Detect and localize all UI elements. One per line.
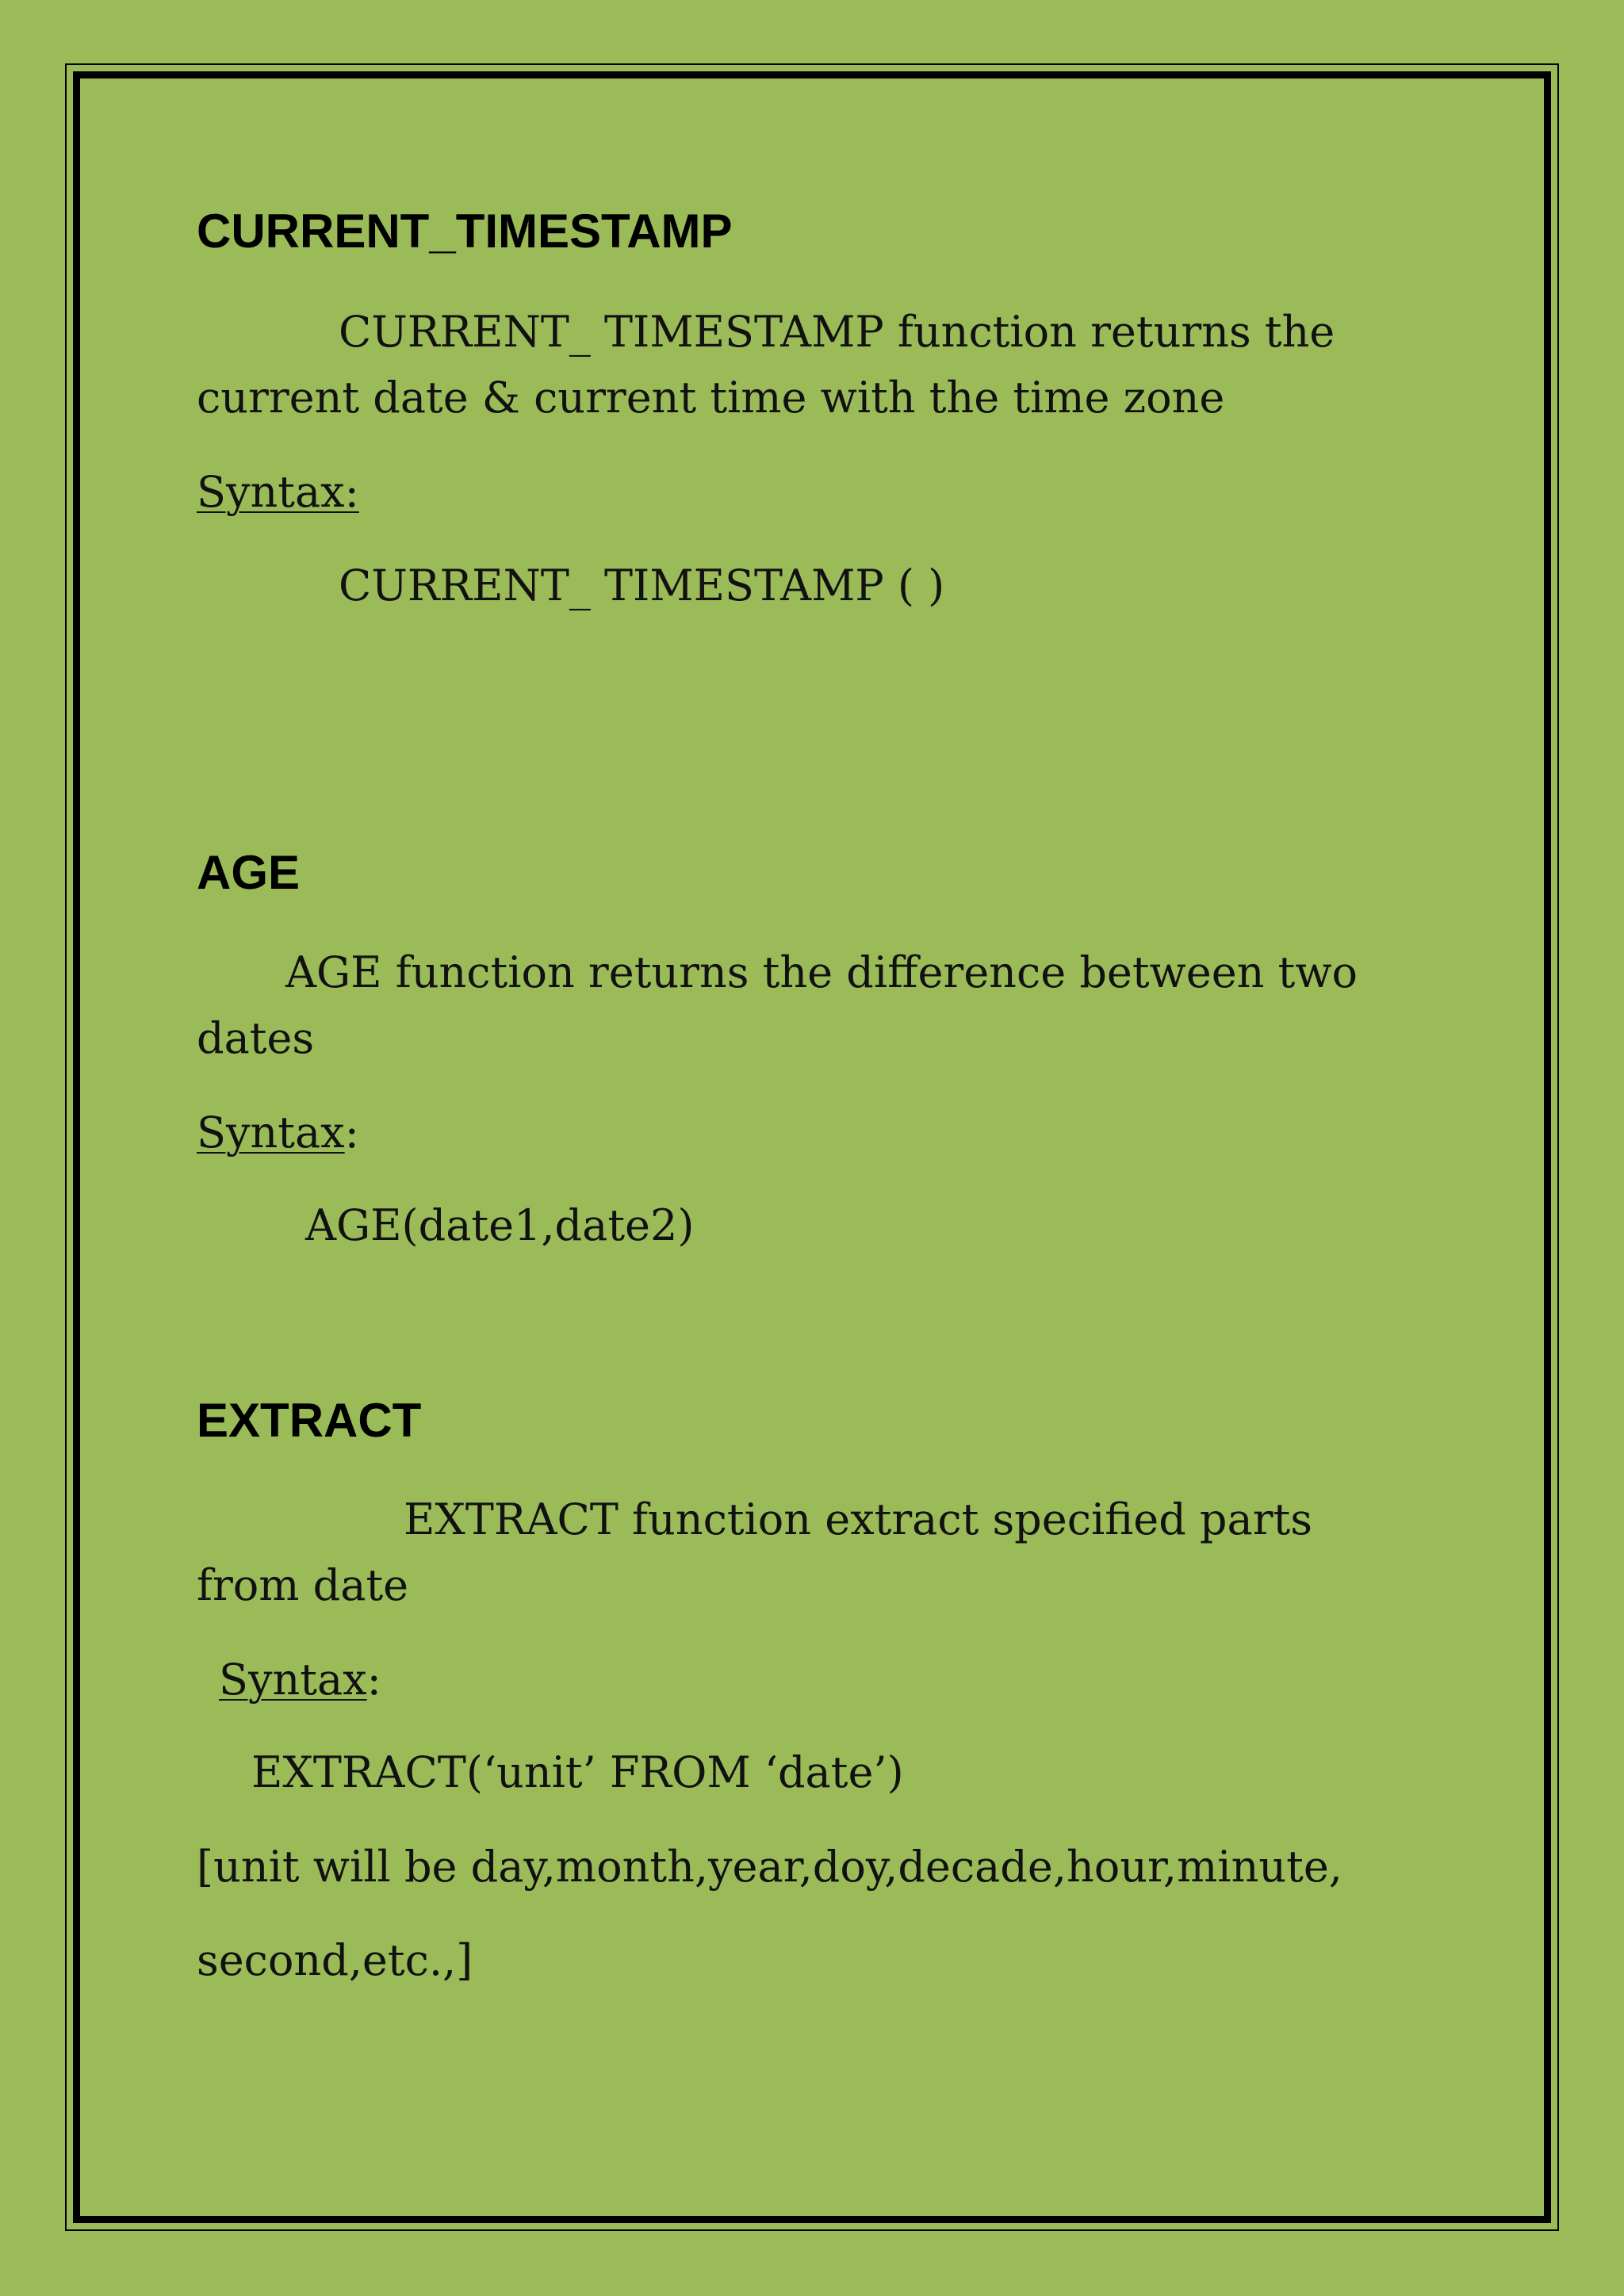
- extract-syntax-colon: :: [366, 1655, 381, 1705]
- current-timestamp-syntax-code: CURRENT_ TIMESTAMP ( ): [339, 561, 945, 610]
- extract-syntax: [219, 1655, 381, 1705]
- extract-note-line1: [unit will be day,month,year,doy,decade,hour,minute,: [197, 1842, 1342, 1892]
- age-syntax: [197, 1108, 359, 1158]
- current-timestamp-description-line1: CURRENT_ TIMESTAMP function returns the: [339, 307, 1335, 357]
- age-description-line1: AGE function returns the difference between two: [285, 947, 1358, 997]
- age-syntax-colon: :: [344, 1108, 359, 1158]
- current-timestamp-description-line2: current date & current time with the time zone: [197, 373, 1225, 423]
- age-syntax-code: AGE(date1,date2): [305, 1200, 695, 1250]
- heading-current-timestamp: CURRENT_TIMESTAMP: [197, 205, 733, 258]
- extract-description-line2: from date: [197, 1560, 409, 1610]
- extract-syntax-label: Syntax: [219, 1655, 367, 1705]
- extract-note-line2: second,etc.,]: [197, 1935, 473, 1985]
- extract-description-line1: EXTRACT function extract specified parts: [404, 1494, 1312, 1544]
- age-syntax-label: Syntax: [197, 1108, 345, 1158]
- current-timestamp-syntax-label: Syntax:: [197, 467, 359, 517]
- heading-extract: EXTRACT: [197, 1394, 422, 1447]
- heading-age: AGE: [197, 846, 301, 899]
- age-description-line2: dates: [197, 1013, 315, 1063]
- extract-syntax-code: EXTRACT(‘unit’ FROM ‘date’): [251, 1747, 904, 1797]
